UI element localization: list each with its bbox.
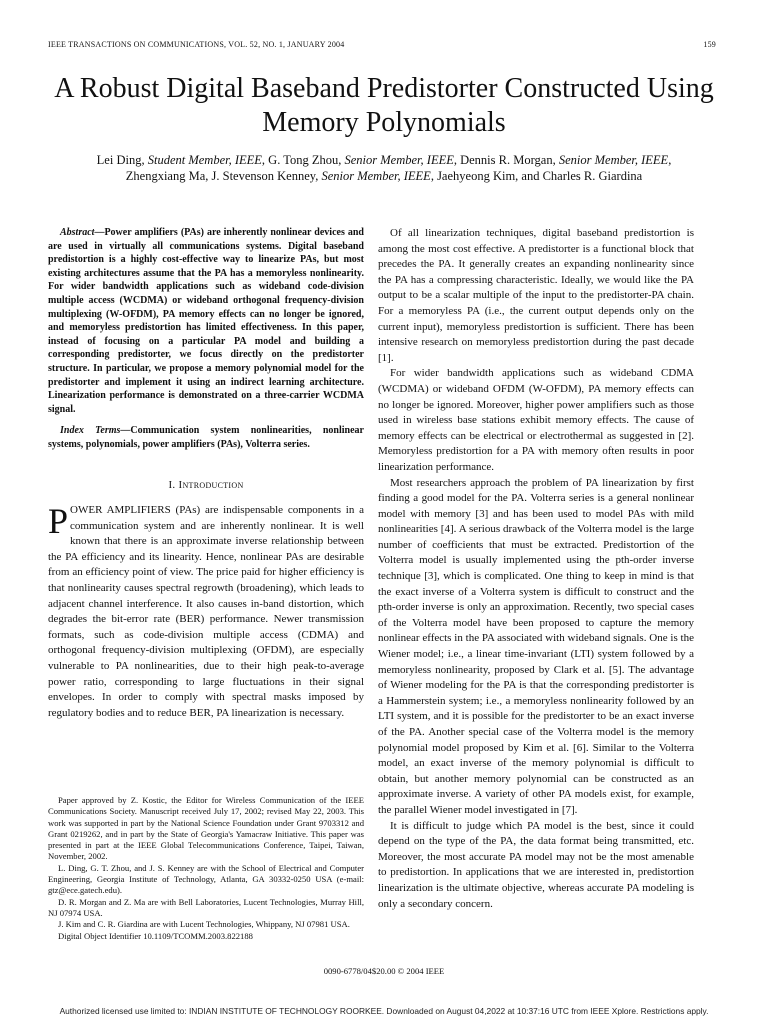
footnote-2: L. Ding, G. T. Zhou, and J. S. Kenney are with the School of Electrical and Computer Engineering, Georgia Institute of Technology, Atlanta, GA 30332-0250 USA (e-mail: gtz@ece.gatech.edu). xyxy=(48,862,364,896)
body-paragraph-2: For wider bandwidth applications such as wideband CDMA (WCDMA) or wideband OFDM (W-OFDM), PA memory effects can no longer be ignored. Moreover, higher power amplifiers such as those used in wireless base stations exhibit memory effects. The cause of memory effects can be electrical or electrothermal as suggested in [2]. Memoryless predistortion for a PA with memory often results in poor linearization performance. xyxy=(378,367,694,473)
intro-smallcaps: OWER AMPLIFIERS xyxy=(70,504,171,517)
author-list xyxy=(40,152,728,184)
author-segment: , Dennis R. Morgan, xyxy=(453,153,559,167)
index-terms-lead: Index Terms xyxy=(60,425,121,437)
left-column xyxy=(48,226,364,721)
abstract-lead: Abstract xyxy=(60,227,95,238)
page-number: 159 xyxy=(703,40,716,49)
footnote-1: Paper approved by Z. Kostic, the Editor for Wireless Communication of the IEEE Communications Society. Manuscript received July 17, 2002; revised May 22, 2003. This work was supported in part by the National Science Foundation under Grant 9703312 and Grant 0219262, and in part by the State of Georgia's Yamacraw Initiative. This paper was presented in part at the IEEE Global Telecommunications Conference, Taipei, Taiwan, November, 2002. xyxy=(48,795,364,862)
intro-text: (PAs) are indispensable components in a communication system and are inherently nonlinear. It is well known that there is an approximate inverse relationship between the PA efficiency and its linearity. Hence, nonlinear PAs are desirable from an efficiency point of view. The price paid for higher efficiency is that nonlinearity causes spectral regrowth (broadening), which leads to adjacent channel interference. It also causes in-band distortion, which degrades the bit-error rate (BER) performance. Newer transmission formats, such as code-division multiple access (CDMA) and orthogonal frequency-division multiplexing (OFDM), are especially vulnerable to PA nonlinearities, due to their high peak-to-average power ratio, corresponding to large fluctuations in their signal envelopes. In order to comply with spectral masks imposed by regulatory bodies and to reduce BER, PA linearization is necessary. xyxy=(48,504,364,719)
author-segment: , xyxy=(668,153,672,167)
author-segment: Student Member, IEEE xyxy=(147,153,262,167)
running-header xyxy=(48,40,716,49)
right-column xyxy=(378,226,694,912)
body-paragraph-4: It is difficult to judge which PA model is the best, since it could depend on the type of the PA, the data format being transmitted, etc. Moreover, the most accurate PA model may not be the most amenable to predistortion. In applications that we are interested in, predistortion linearization is the ultimate objective, whereas accurate PA modeling is only a secondary concern. xyxy=(378,819,694,910)
author-segment: , Jaehyeong Kim, and Charles R. Giardina xyxy=(430,169,643,183)
drop-cap: P xyxy=(48,501,69,542)
footnotes xyxy=(48,795,364,942)
copyright-line: 0090-6778/04$20.00 © 2004 IEEE xyxy=(323,966,445,976)
author-segment: Senior Member, IEEE xyxy=(558,153,669,167)
intro-paragraph xyxy=(48,503,364,721)
author-segment: Senior Member, IEEE xyxy=(321,169,431,183)
doi-footnote: Digital Object Identifier 10.1109/TCOMM.2003.822188 xyxy=(58,930,253,941)
footnote-3: D. R. Morgan and Z. Ma are with Bell Laboratories, Lucent Technologies, Murray Hill, NJ 07974 USA. xyxy=(48,896,364,918)
author-line-2 xyxy=(40,168,728,184)
index-terms-text: —Communication system nonlinearities, nonlinear systems, polynomials, power amplifiers (PAs), Volterra series. xyxy=(48,425,364,450)
author-segment: Lei Ding, xyxy=(96,153,148,167)
index-terms xyxy=(48,424,364,451)
journal-header: IEEE TRANSACTIONS ON COMMUNICATIONS, VOL. 52, NO. 1, JANUARY 2004 xyxy=(48,40,345,49)
footnote-4: J. Kim and C. R. Giardina are with Lucent Technologies, Whippany, NJ 07981 USA. xyxy=(58,919,350,930)
license-banner: Authorized licensed use limited to: INDIAN INSTITUTE OF TECHNOLOGY ROORKEE. Downloaded on August 04,2022 at 10:37:16 UTC from IEEE Xplore. Restrictions apply. xyxy=(59,1006,709,1016)
section-heading-introduction: I. Introduction xyxy=(168,478,244,491)
body-paragraph-3: Most researchers approach the problem of PA linearization by first finding a good model for the PA. Volterra series is a general nonlinear model with memory [3] and has been used to model PAs with mild nonlinearities [4]. A serious drawback of the Volterra model is the large number of coefficients that must be extracted. Predistortion of the Volterra model is usually implemented using the pth-order inverse technique [3], which is complicated. One thing to keep in mind is that the exact inverse of a Volterra system is difficult to construct and the pth-order inverse is only an approximation. Recently, two special cases of the Volterra model have been proposed to capture the memory nonlinear effects in the PA associated with wideband signals. One is the Wiener model; i.e., a linear time-invariant (LTI) system followed by a memoryless nonlinearity, proposed by Clark et al. [5]. The advantage of Wiener modeling for the PA is that the corresponding predistorter is a Hammerstein system; i.e., a memoryless nonlinearity followed by an LTI system, and it is possible for the predistorter to be an exact inverse of the PA. Another special case of the Volterra model is the memory polynomial model proposed by Kim et al. [6]. Similar to the Volterra model, an exact inverse of the memory polynomial is difficult to obtain, but another memory polynomial can be constructed as an approximate inverse. A variety of other PA models exist, for example, the parallel Wiener model investigated in [7]. xyxy=(378,476,694,816)
abstract xyxy=(48,226,364,416)
author-segment: , G. Tong Zhou, xyxy=(261,153,345,167)
paper-title: A Robust Digital Baseband Predistorter Constructed Using Memory Polynomials xyxy=(54,73,714,138)
body-paragraph-1: Of all linearization techniques, digital baseband predistortion is among the most cost effective. A predistorter is a functional block that precedes the PA. It generally creates an expanding nonlinearity since the PA has a compressing characteristic. Ideally, we would like the PA output to be a scalar multiple of the input to the predistorter-PA chain. For a memoryless PA (i.e., the current output depends only on the current input), memoryless predistortion is sufficient. There has been intensive research on memoryless predistortion during the past decade [1]. xyxy=(378,227,694,364)
abstract-text: —Power amplifiers (PAs) are inherently nonlinear devices and are used in virtually all communications systems. Digital baseband predistortion is a highly cost-effective way to linearize PAs, but most existing architectures assume that the PA has a memoryless nonlinearity. For wider bandwidth applications such as wideband code-division multiple access (WCDMA) or wideband orthogonal frequency-division multiplexing (W-OFDM), PA memory effects can no longer be ignored, and memoryless predistortion has limited effectiveness. In this paper, instead of focusing on a particular PA model and building a corresponding predistorter, we focus directly on the predistorter structure. In particular, we propose a memory polynomial model for the predistorter and implement it using an indirect learning architecture. Linearization performance is demonstrated on a three-carrier WCDMA signal. xyxy=(48,227,364,415)
author-segment: Zhengxiang Ma, J. Stevenson Kenney, xyxy=(125,169,322,183)
author-segment: Senior Member, IEEE xyxy=(344,153,454,167)
author-line-1 xyxy=(40,152,728,168)
